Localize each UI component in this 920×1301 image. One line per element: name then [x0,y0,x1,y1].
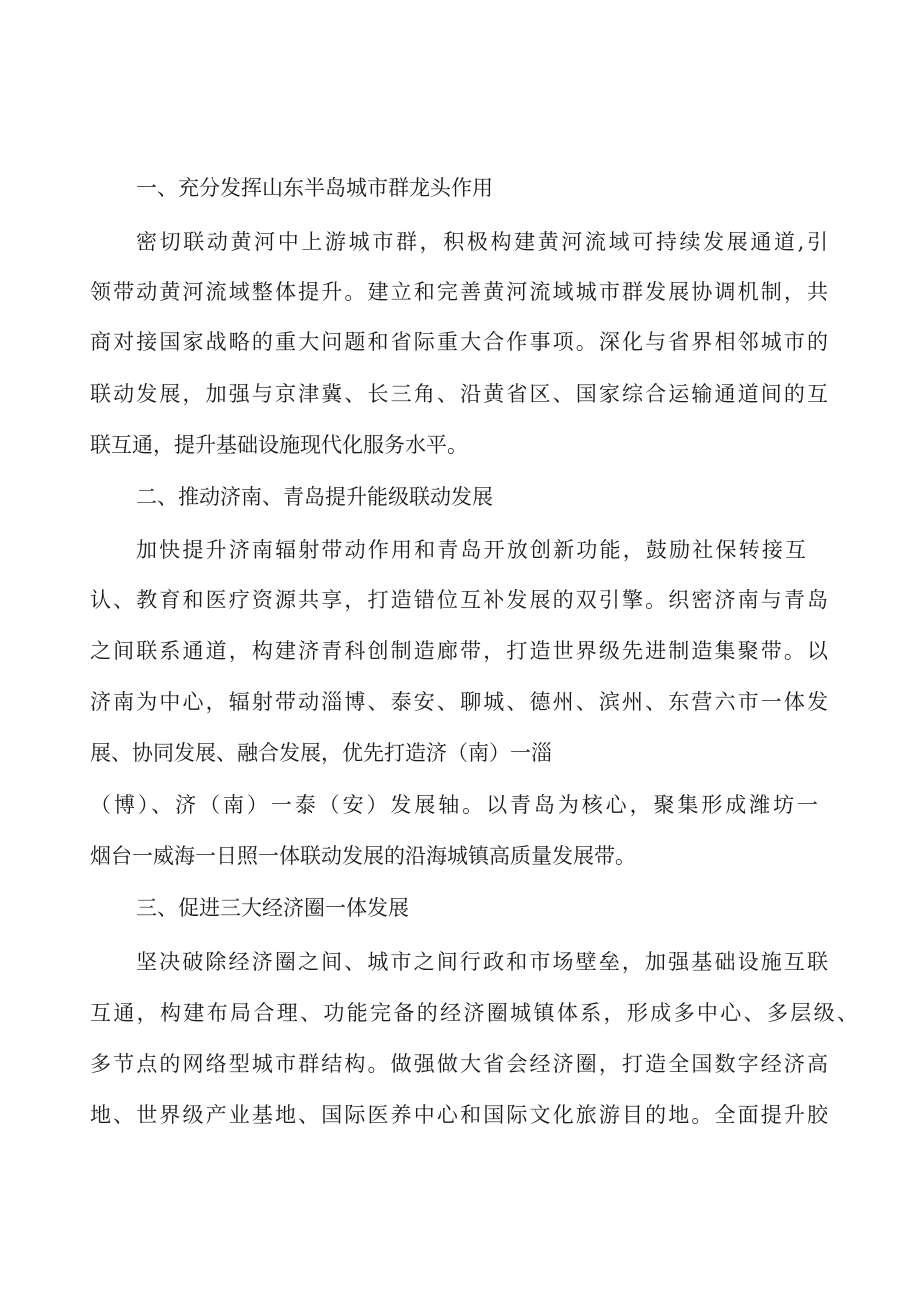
paragraph-line: 之间联系通道，构建济青科创制造廊带，打造世界级先进制造集聚带。以 [90,639,828,663]
paragraph-line: 加快提升济南辐射带动作用和青岛开放创新功能，鼓励社保转接互 [136,538,806,562]
paragraph-line: 烟台一威海一日照一体联动发展的沿海城镇高质量发展带。 [90,844,636,868]
paragraph-line: 密切联动黄河中上游城市群，积极构建黄河流域可持续发展通道,引 [136,230,828,254]
paragraph-line: 展、协同发展、融合发展，优先打造济（南）一淄 [90,741,552,765]
paragraph-line: 商对接国家战略的重大问题和省际重大合作事项。深化与省界相邻城市的 [90,330,828,354]
paragraph-line: 联互通，提升基础设施现代化服务水平。 [90,433,468,457]
paragraph-line: 领带动黄河流域整体提升。建立和完善黄河流域城市群发展协调机制，共 [90,280,828,304]
paragraph-line: 坚决破除经济圈之间、城市之间行政和市场壁垒，加强基础设施互联 [136,950,828,974]
section-heading: 二、推动济南、青岛提升能级联动发展 [136,485,493,509]
paragraph-line: 济南为中心，辐射带动淄博、泰安、聊城、德州、滨州、东营六市一体发 [90,690,828,714]
paragraph-line: 多节点的网络型城市群结构。做强做大省会经济圈，打造全国数字经济高 [90,1052,828,1076]
section-heading: 一、充分发挥山东半岛城市群龙头作用 [136,176,493,200]
section-heading: 三、促进三大经济圈一体发展 [136,896,409,920]
paragraph-line: 联动发展，加强与京津冀、长三角、沿黄省区、国家综合运输通道间的互 [90,382,828,406]
paragraph-line: 互通，构建布局合理、功能完备的经济圈城镇体系，形成多中心、多层级、 [90,1001,858,1025]
paragraph-line: （博）、济（南）一泰（安）发展轴。以青岛为核心，聚集形成潍坊一 [90,793,818,817]
paragraph-line: 地、世界级产业基地、国际医养中心和国际文化旅游目的地。全面提升胶 [90,1103,828,1127]
paragraph-line: 认、教育和医疗资源共享，打造错位互补发展的双引擎。织密济南与青岛 [90,588,828,612]
